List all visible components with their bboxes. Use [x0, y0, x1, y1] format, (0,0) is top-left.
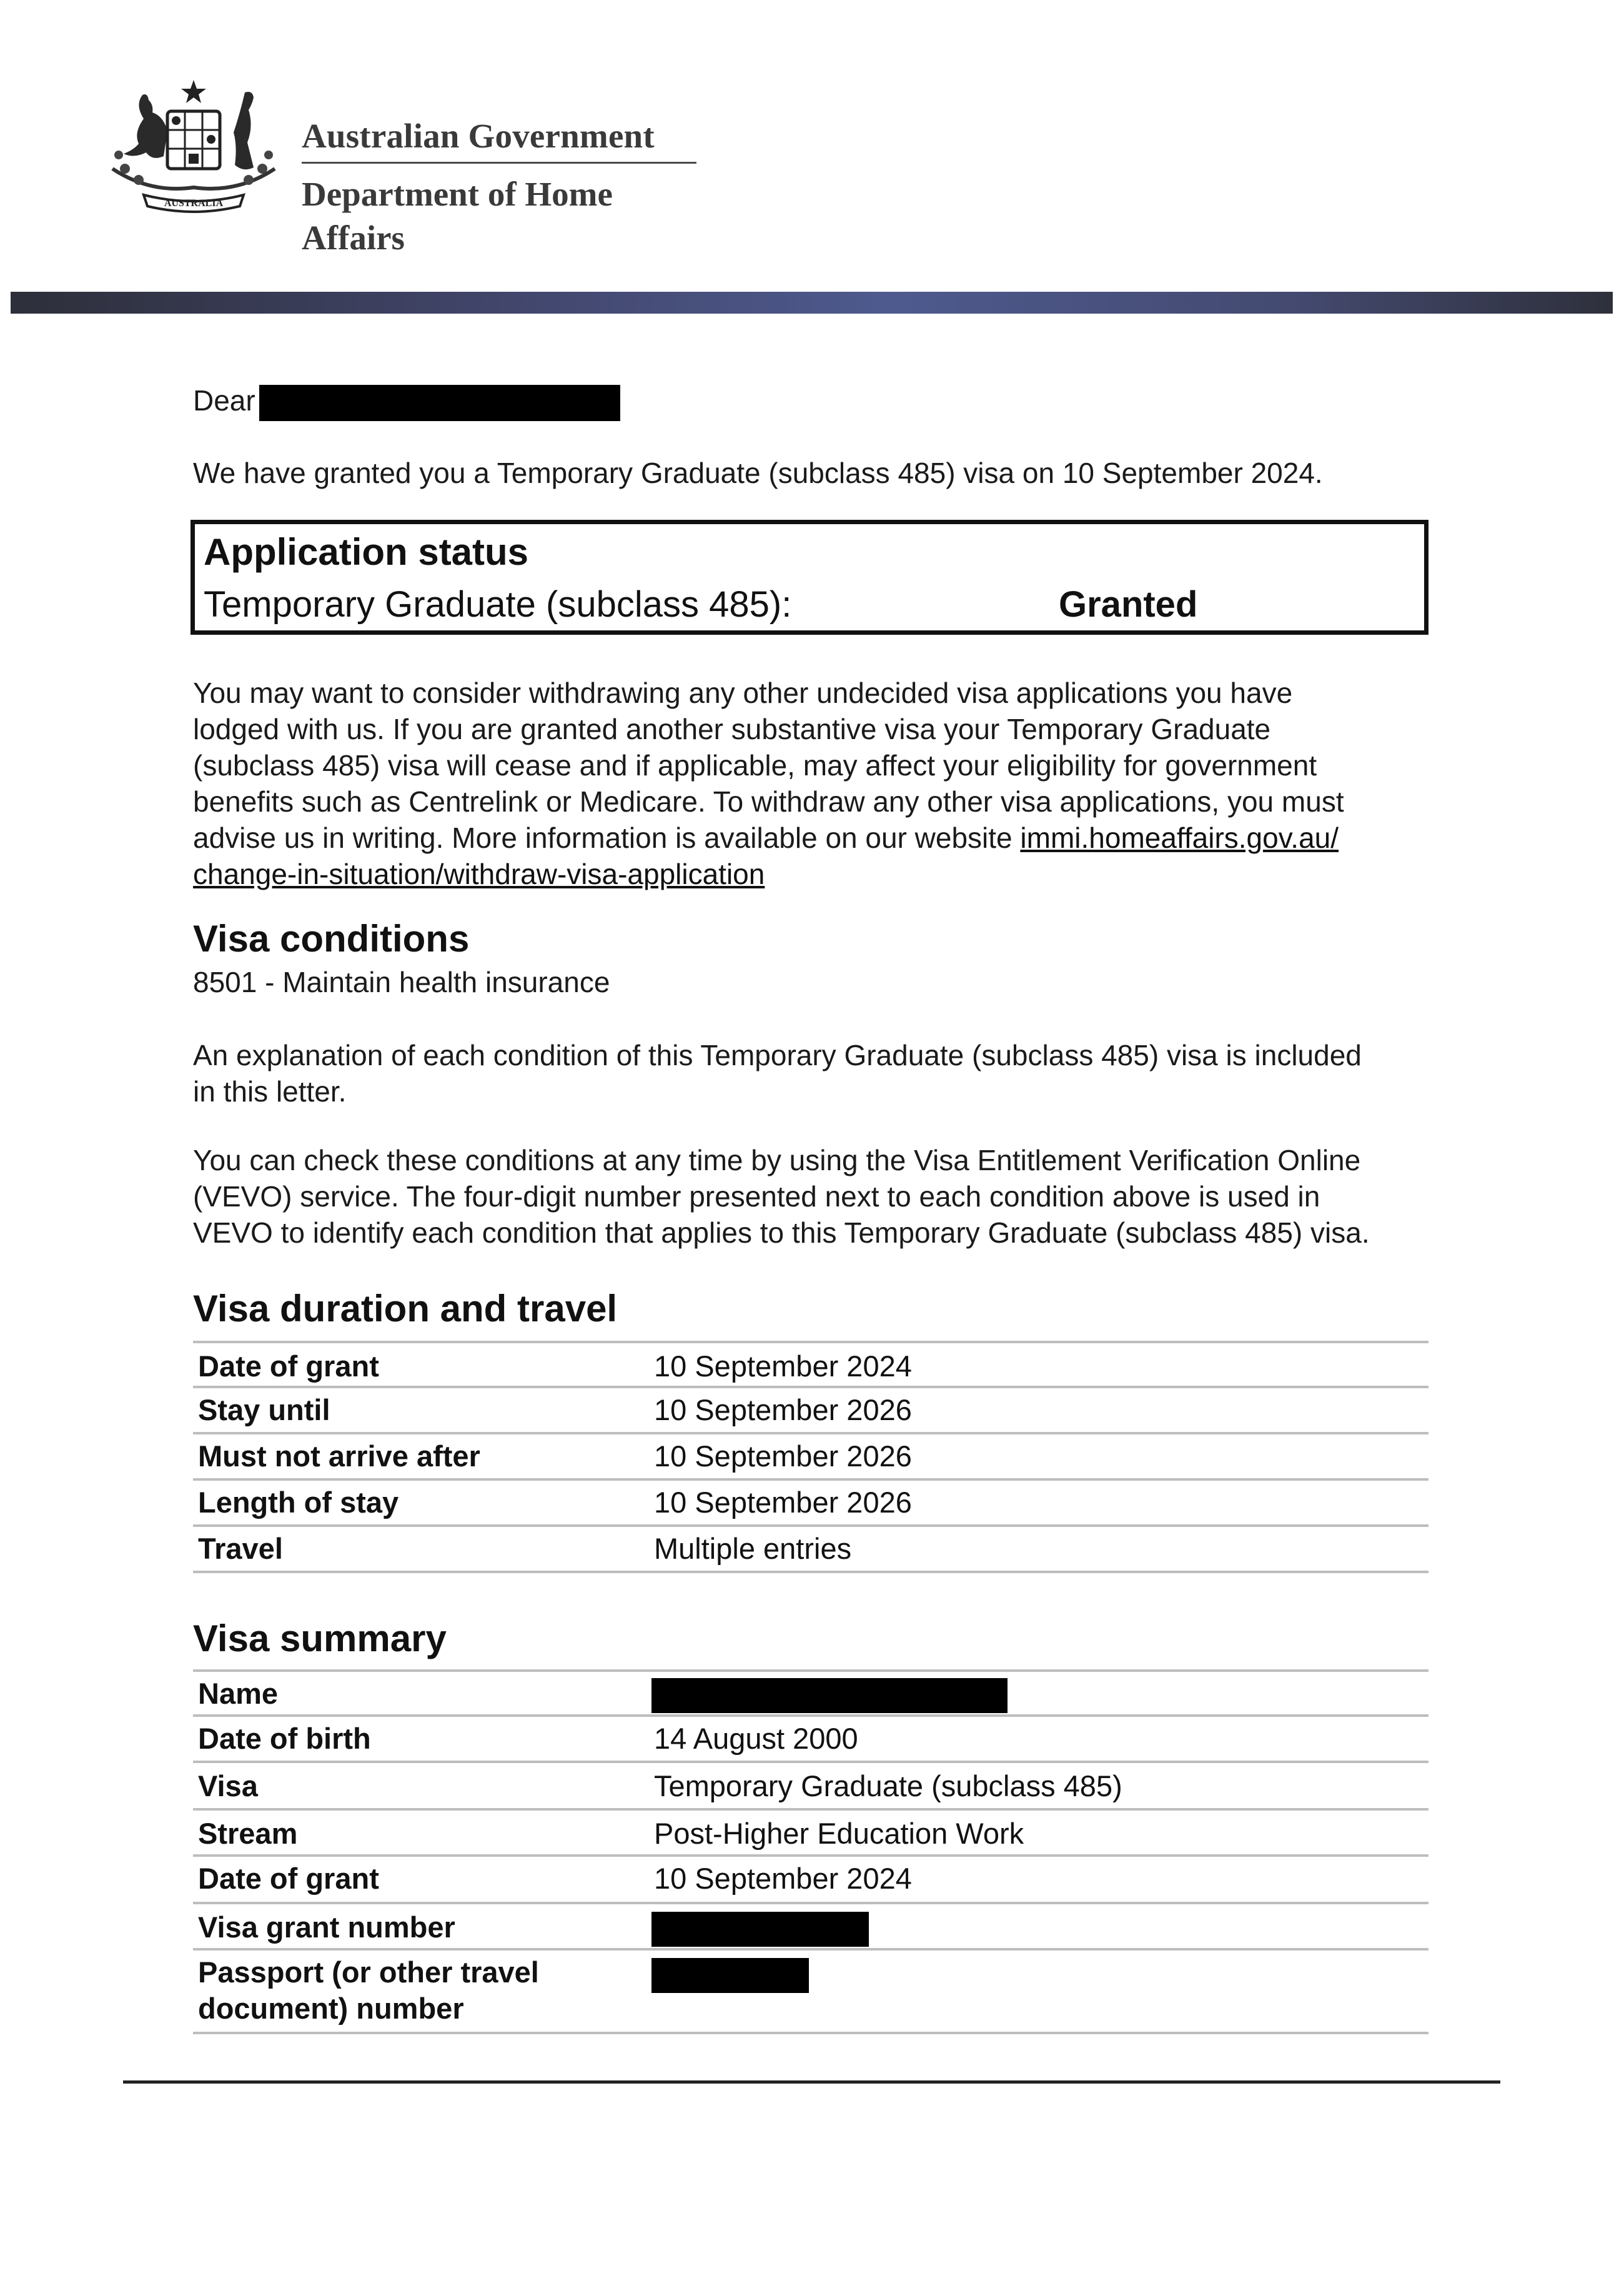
status-title: Application status — [204, 531, 529, 573]
table-row — [193, 1527, 1428, 1573]
table-row — [193, 1857, 1428, 1904]
conditions-explanation — [193, 1037, 1442, 1110]
vevo-line: You can check these conditions at any time by using the Visa Entitlement Verification Online — [193, 1144, 1361, 1176]
footer-divider — [123, 2080, 1500, 2084]
table-row — [193, 1717, 1428, 1763]
table-row — [193, 1481, 1428, 1527]
greeting-text: Dear — [193, 384, 255, 417]
row-label: Must not arrive after — [198, 1439, 480, 1473]
duration-heading: Visa duration and travel — [193, 1288, 618, 1329]
table-row — [193, 1904, 1428, 1951]
row-value: 10 September 2026 — [654, 1486, 912, 1519]
row-value: 10 September 2026 — [654, 1439, 912, 1473]
row-label: Visa grant number — [198, 1911, 455, 1944]
agency-name-bottom: Department of Home Affairs — [302, 175, 613, 257]
passport-label-line: Passport (or other travel — [198, 1956, 539, 1989]
vevo-line: VEVO to identify each condition that applies to this Temporary Graduate (subclass 485) visa. — [193, 1216, 1370, 1249]
table-row — [193, 1669, 1428, 1717]
row-value: 10 September 2026 — [654, 1393, 912, 1426]
table-row — [193, 1434, 1428, 1481]
condition-item: 8501 - Maintain health insurance — [193, 966, 610, 998]
table-row — [193, 1951, 1428, 2034]
row-label: Date of birth — [198, 1722, 371, 1755]
row-label: Name — [198, 1677, 279, 1710]
row-value: 14 August 2000 — [654, 1722, 858, 1755]
letterhead — [0, 0, 1624, 294]
row-value: 10 September 2024 — [654, 1862, 912, 1895]
withdraw-line-text: advise us in writing. More information is available on our website — [193, 822, 1021, 854]
row-label — [198, 1954, 539, 2027]
status-visa-type: Temporary Graduate (subclass 485): — [204, 584, 792, 625]
row-label: Travel — [198, 1532, 283, 1565]
withdraw-line: (subclass 485) visa will cease and if applicable, may affect your eligibility for government — [193, 749, 1317, 782]
row-label: Stay until — [198, 1393, 330, 1426]
table-row — [193, 1763, 1428, 1811]
withdraw-line: lodged with us. If you are granted another substantive visa your Temporary Graduate — [193, 713, 1271, 745]
application-status-box — [191, 520, 1428, 635]
table-row — [193, 1811, 1428, 1857]
table-row — [193, 1341, 1428, 1388]
svg-text:AUSTRALIA: AUSTRALIA — [164, 198, 224, 209]
row-value: Multiple entries — [654, 1532, 852, 1565]
vevo-line: (VEVO) service. The four-digit number presented next to each condition above is used in — [193, 1180, 1320, 1213]
agency-name-top: Australian Government — [302, 117, 655, 155]
withdraw-line: benefits such as Centrelink or Medicare. To withdraw any other visa applications, you must — [193, 785, 1344, 818]
greeting-line — [193, 382, 1442, 421]
passport-label-line: document) number — [198, 1992, 464, 2025]
vevo-paragraph — [193, 1142, 1442, 1251]
summary-table — [193, 1669, 1428, 2034]
summary-heading: Visa summary — [193, 1618, 447, 1659]
visa-conditions-heading: Visa conditions — [193, 918, 470, 960]
status-value: Granted — [1059, 584, 1198, 625]
header-band — [11, 292, 1613, 314]
duration-table — [193, 1341, 1428, 1573]
withdraw-paragraph — [193, 675, 1442, 892]
agency-name-block — [302, 114, 696, 260]
coat-of-arms-icon — [100, 75, 287, 219]
row-label: Visa — [198, 1769, 258, 1802]
withdraw-line — [193, 856, 1442, 892]
withdraw-link-part1[interactable]: immi.homeaffairs.gov.au/ — [1020, 822, 1339, 854]
redacted-recipient-name — [259, 385, 620, 421]
row-value: Temporary Graduate (subclass 485) — [654, 1769, 1122, 1802]
redacted-grant-number — [651, 1912, 869, 1947]
row-label: Date of grant — [198, 1349, 379, 1383]
withdraw-link-part2[interactable]: change-in-situation/withdraw-visa-application — [193, 858, 765, 890]
row-label: Date of grant — [198, 1862, 379, 1895]
grant-intro: We have granted you a Temporary Graduate (subclass 485) visa on 10 September 2024. — [193, 457, 1323, 489]
redacted-name-value — [651, 1678, 1008, 1713]
explanation-line: An explanation of each condition of this Temporary Graduate (subclass 485) visa is included — [193, 1039, 1362, 1071]
table-row — [193, 1388, 1428, 1434]
agency-divider — [302, 162, 696, 164]
row-label: Stream — [198, 1817, 298, 1850]
withdraw-line: You may want to consider withdrawing any other undecided visa applications you have — [193, 677, 1293, 709]
row-value: Post-Higher Education Work — [654, 1817, 1024, 1850]
row-value: 10 September 2024 — [654, 1349, 912, 1383]
redacted-passport-number — [651, 1958, 809, 1993]
withdraw-line — [193, 820, 1442, 856]
row-label: Length of stay — [198, 1486, 399, 1519]
explanation-line: in this letter. — [193, 1075, 347, 1108]
